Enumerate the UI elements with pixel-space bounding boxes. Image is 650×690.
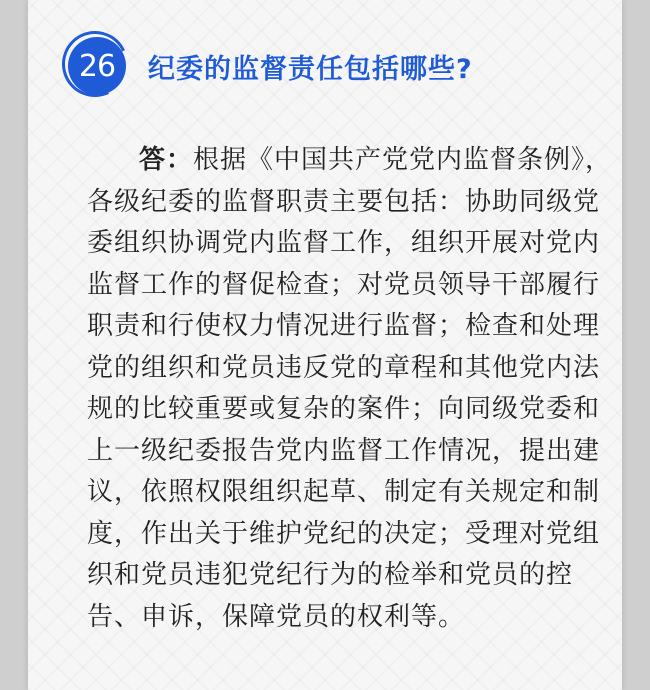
answer-prefix: 答： — [139, 145, 194, 175]
question-number-badge — [68, 37, 126, 95]
content-card — [28, 0, 622, 690]
question-number: 26 — [78, 48, 116, 84]
answer-body: 根据《中国共产党党内监督条例》，各级纪委的监督职责主要包括：协助同级党委组织协调党内监督工作，组织开展对党内监督工作的督促检查；对党员领导干部履行职责和行使权力情况进行监督；检查和处理党的组织和党员违反党的章程和其他党内法规的比较重要或复杂的案件；向同级党委和上一级纪委报告党内监督工作情况，提出建议，依照权限组织起草、制定有关规定和制度，作出关于维护党纪的决定；受理对党组织和党员违犯党纪行为的检举和党员的控告、申诉，保障党员的权利等。 — [87, 145, 613, 632]
answer-paragraph — [87, 140, 617, 638]
badge-ring-decoration — [53, 22, 138, 107]
question-header — [68, 36, 473, 96]
answer-block — [87, 140, 617, 638]
question-title: 纪委的监督责任包括哪些? — [148, 53, 473, 85]
